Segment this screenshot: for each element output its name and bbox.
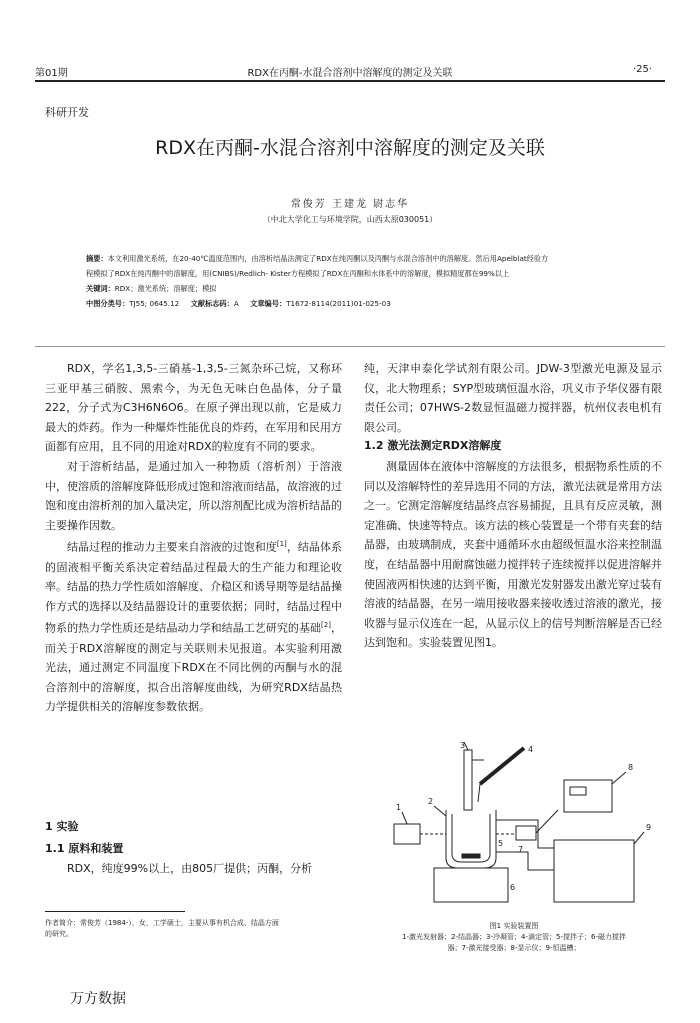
leader-line (402, 812, 407, 824)
figure-caption-legend: 器；7-激光接受器；8-显示仪；9-恒温槽； (447, 944, 581, 952)
figure-label: 1 (396, 803, 402, 812)
right-column (364, 359, 662, 437)
keywords: RDX；激光系统；溶解度；模拟 (114, 284, 217, 293)
doc-code: A (233, 299, 239, 308)
article-id: T1672-8114(2011)01-025-03 (286, 299, 391, 308)
running-title: RDX在丙酮-水混合溶剂中溶解度的测定及关联 (247, 68, 453, 79)
affiliation: （中北大学化工与环境学院，山西太原030051） (262, 215, 438, 224)
paragraph: 纯，天津申泰化学试剂有限公司。JDW-3型激光电源及显示仪，北大物理系；SYP型玻璃恒温水浴，巩义市予华仪器有限责任公司；07HWS-2数显恒温磁力搅拌器，杭州仪表电机有限公司。 (364, 362, 663, 434)
abstract-label: 摘要： (86, 254, 108, 263)
leader-line (434, 806, 446, 816)
burette-tip (478, 784, 480, 802)
footnote: 作者简介：常俊芳（1984-），女，工学硕士，主要从事有机合成、结晶方面 的研究。 (45, 919, 279, 938)
clc-number: TJ55; 0645.12 (129, 299, 180, 308)
laser-receiver (516, 826, 536, 840)
figure-label: 6 (510, 883, 516, 892)
watermark: 万方数据 (70, 991, 126, 1007)
laser-emitter (394, 824, 420, 844)
section-heading-1: 1 实验 (45, 820, 79, 833)
display-instrument (564, 780, 612, 812)
paragraph: RDX，学名1,3,5-三硝基-1,3,5-三氮杂环己烷，又称环三亚甲基三硝胺、黑索今，为无色无味白色晶体，分子量222，分子式为C3H6N6O6。在原子弹出现以前，它是威力最大的炸药。作为一种爆炸性能优良的炸药，在军用和民用方面都有应用，且不同的用途对RDX的粒度有不同的要求。 (45, 362, 343, 454)
paragraph: RDX，纯度99%以上，由805厂提供；丙酮，分析 (67, 862, 313, 875)
magnetic-stirrer (434, 868, 508, 902)
figure-label: 5 (498, 839, 504, 848)
figure-label: 8 (628, 763, 634, 772)
figure-label: 3 (460, 741, 466, 750)
paragraph: 测量固体在液体中溶解度的方法很多，根据物系性质的不同以及溶解特性的差异选用不同的方法，激光法就是常用方法之一。它测定溶解度结晶终点容易捕捉，且具有反应灵敏，测定准确、快速等特点。该方法的核心装置是一个带有夹套的结晶器，由玻璃制成，夹套中通循环水由超级恒温水浴来控制温度，在结晶器中用耐腐蚀磁力搅拌转子连续搅拌以促进溶解并使固液两相快速的达到平衡，用激光发射器发出激光穿过装有溶液的结晶器，在另一端用接收器来接收透过溶液的激光，接收器与显示仪连在一起，从显示仪上的信号判断溶解是否已经达到饱和。实验装置见图1。 (364, 460, 663, 650)
thermostat-bath (554, 840, 634, 902)
page-number: ·25· (632, 64, 652, 75)
clc-label: 中图分类号： (86, 299, 130, 308)
abstract-line-1: 本文利用激光系统，在20-40℃温度范围内，由溶析结晶法测定了RDX在纯丙酮以及丙酮与水混合溶剂中的溶解度。然后用Apelblat经验方 (107, 254, 549, 263)
citation[interactable]: [2] (321, 621, 331, 630)
article-id-label: 文章编号： (250, 299, 287, 308)
abstract-line-2: 程模拟了RDX在纯丙酮中的溶解度，用(CNIBS)/Redlich- Kister方程模拟了RDX在丙酮和水体系中的溶解度，模拟精度都在99%以上 (86, 269, 510, 278)
paragraph: 结晶过程的推动力主要来自溶液的过饱和度[1]，结晶体系的固液相平衡关系决定着结晶过程最大的生产能力和理论收率。结晶的热力学性质如溶解度、介稳区和诱导期等是结晶操作方式的选择以及结晶器设计的重要依据；同时，结晶过程中物系的热力学性质还是结晶动力学和结晶工艺研究的基础[2]，而关于RDX溶解度的测定与关联则未见报道。本实验利用激光法，通过测定不同温度下RDX在不同比例的丙酮与水的混合溶剂中的溶解度，拟合出溶解度曲线，为研究RDX结晶热力学提供相关的溶解度参数依据。 (45, 540, 343, 714)
header-rule (35, 80, 665, 82)
doc-code-label: 文献标志码： (190, 299, 234, 308)
figure-label: 2 (428, 797, 434, 806)
abstract-rule (35, 346, 665, 347)
figure-caption (364, 921, 664, 954)
apparatus-figure (388, 740, 663, 910)
display-screen (570, 787, 586, 795)
condenser (464, 750, 472, 810)
figure-label: 7 (518, 845, 524, 854)
signal-cable (536, 810, 558, 833)
abstract (86, 251, 646, 311)
authors: 常俊芳 王建龙 尉志华 (290, 199, 410, 210)
section-label: 科研开发 (45, 106, 89, 119)
citation[interactable]: [1] (276, 540, 287, 549)
figure-caption-legend: 1-激光发射器；2-结晶器；3-冷凝管；4-滴定管；5-搅拌子；6-磁力搅拌 (402, 933, 626, 941)
water-tube (496, 820, 554, 848)
figure-label: 4 (528, 745, 534, 754)
footnote-rule (45, 911, 185, 912)
left-column (45, 359, 342, 717)
keywords-label: 关键词： (86, 284, 115, 293)
issue-number: 第01期 (35, 68, 68, 79)
paper-title: RDX在丙酮-水混合溶剂中溶解度的测定及关联 (155, 137, 545, 159)
stir-bar (462, 854, 480, 858)
leader-line (634, 832, 644, 844)
burette (480, 748, 524, 784)
leader-line (612, 772, 626, 784)
figure-label: 9 (646, 823, 652, 832)
section-heading-1-1: 1.1 原料和装置 (45, 842, 124, 855)
paragraph: 对于溶析结晶，是通过加入一种物质（溶析剂）于溶液中，使溶质的溶解度降低形成过饱和溶液而结晶，故溶液的过饱和度由溶析剂的加入量决定，所以溶剂配比成为溶析结晶的主要操作因数。 (45, 459, 343, 532)
figure-caption-title: 图1 实验装置图 (489, 922, 539, 930)
water-tube (496, 852, 554, 870)
section-heading-1-2: 1.2 激光法测定RDX溶解度 (364, 439, 502, 452)
